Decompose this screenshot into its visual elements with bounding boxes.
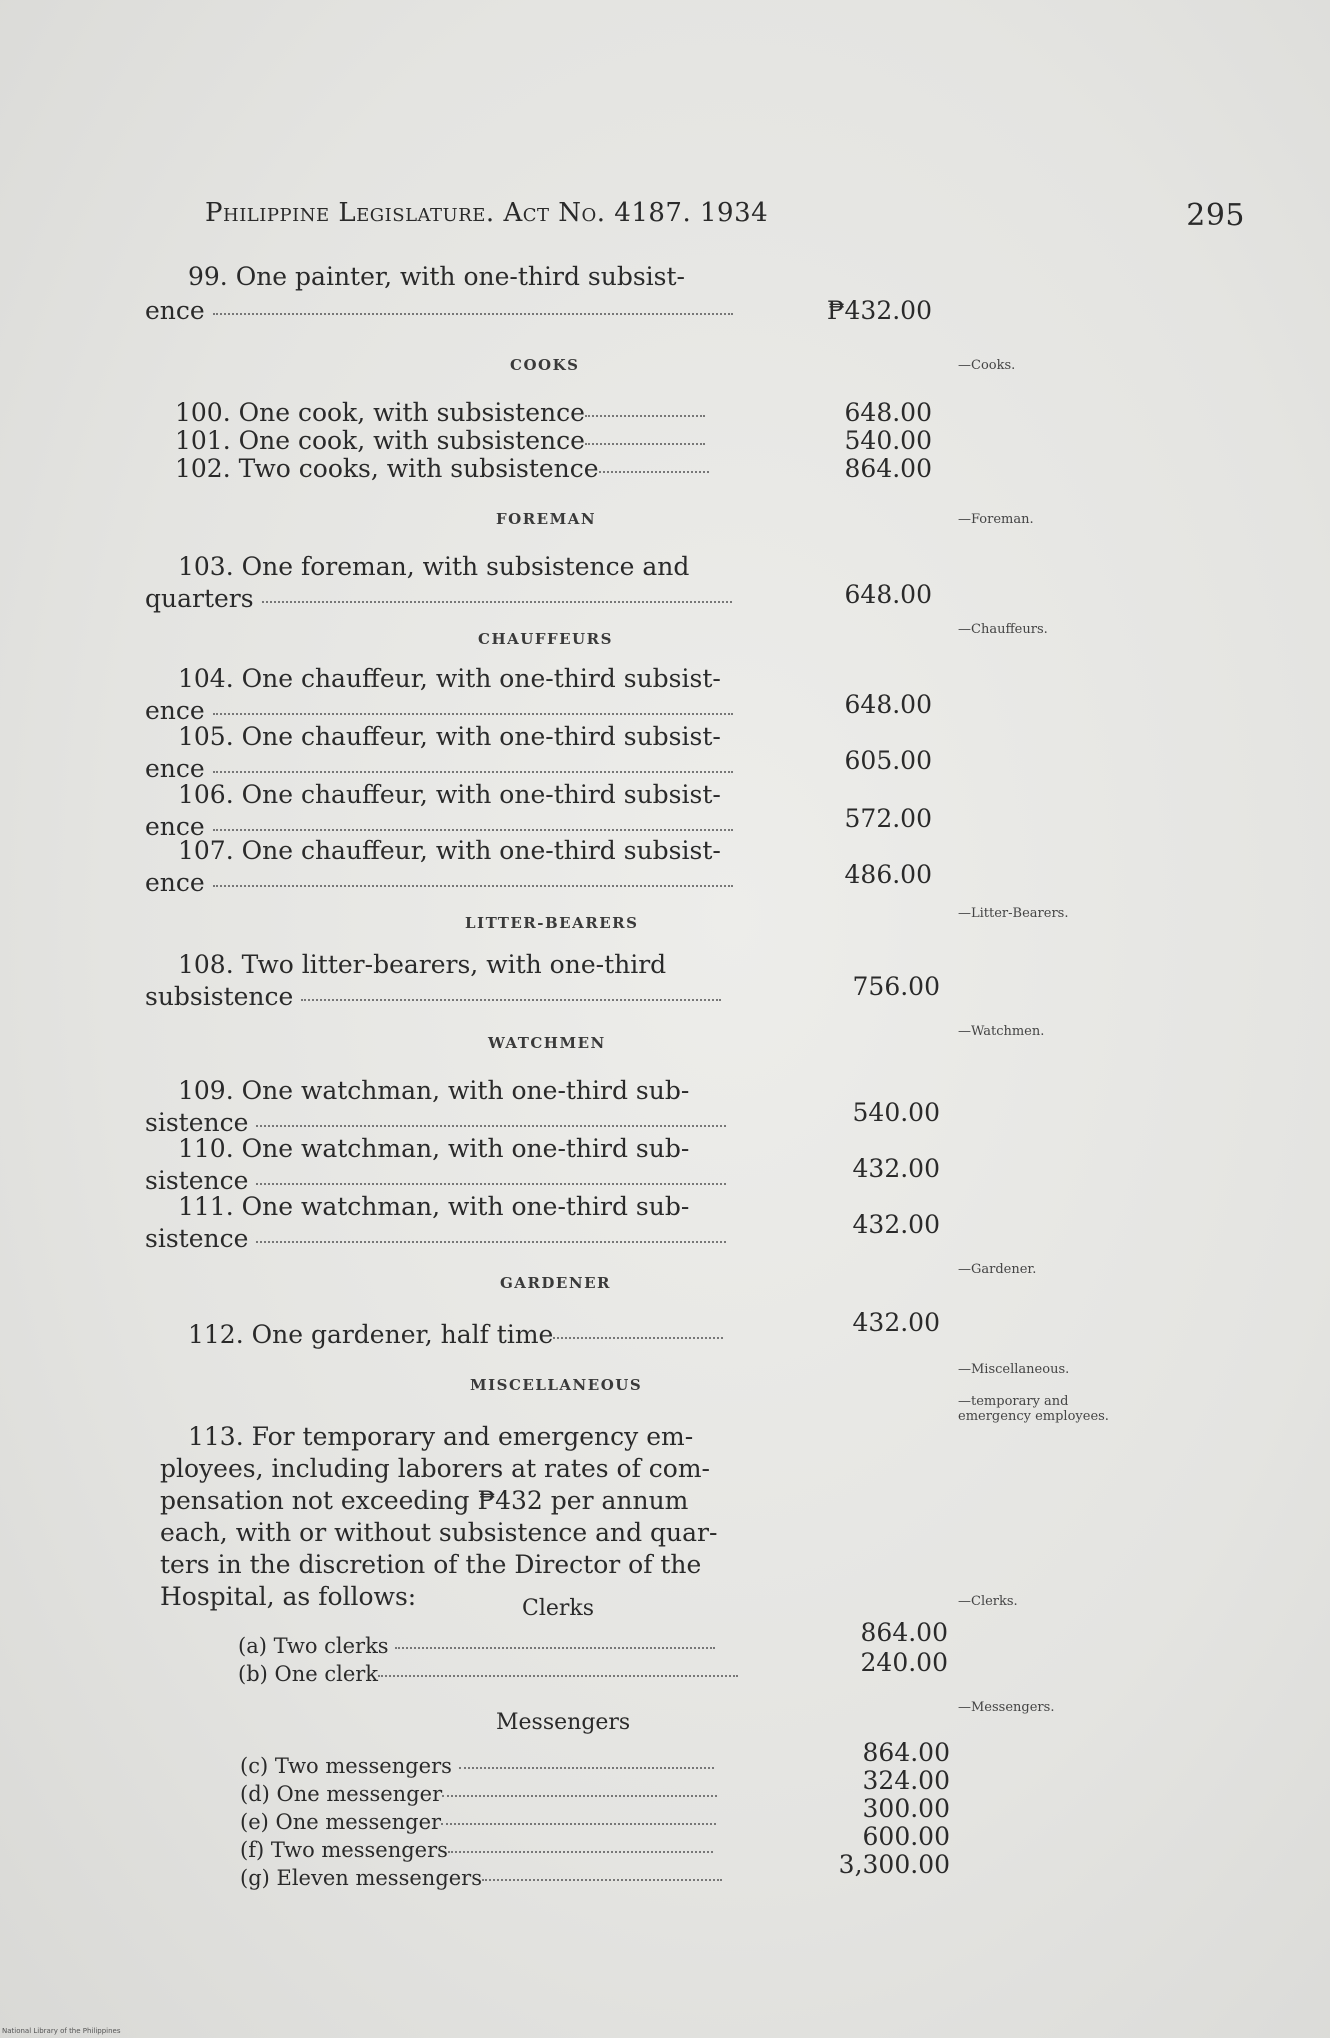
subheading-messengers: Messengers <box>496 1710 631 1735</box>
item-107-amount: 486.00 <box>844 860 932 889</box>
clerks-b-amount: 240.00 <box>860 1648 948 1677</box>
item-99-line2: ence <box>145 296 733 325</box>
item-113-line5: ters in the discretion of the Director of the <box>160 1550 702 1579</box>
item-109-amount: 540.00 <box>852 1098 940 1127</box>
leader-dots <box>213 313 733 315</box>
margin-note-litter-bearers: —Litter-Bearers. <box>958 906 1069 921</box>
item-105-line1: 105. One chauffeur, with one-third subsist- <box>178 722 721 751</box>
messengers-f-amount: 600.00 <box>862 1822 950 1851</box>
item-102: 102. Two cooks, with subsistence <box>175 454 709 483</box>
item-103-line2: quarters <box>145 584 732 613</box>
subheading-clerks: Clerks <box>522 1596 595 1621</box>
item-110-line1: 110. One watchman, with one-third sub- <box>178 1134 690 1163</box>
item-109-line1: 109. One watchman, with one-third sub- <box>178 1076 690 1105</box>
item-110-line2: sistence <box>145 1166 726 1195</box>
item-106-line2: ence <box>145 812 733 841</box>
item-100-amount: 648.00 <box>844 398 932 427</box>
heading-cooks: COOKS <box>510 356 580 374</box>
messengers-f: (f) Two messengers <box>240 1838 713 1862</box>
clerks-b: (b) One clerk <box>238 1662 738 1686</box>
scan-footer: National Library of the Philippines <box>2 2027 121 2035</box>
heading-gardener: GARDENER <box>500 1274 611 1292</box>
messengers-c: (c) Two messengers <box>240 1754 714 1778</box>
item-101: 101. One cook, with subsistence <box>175 426 705 455</box>
item-108-line2: subsistence <box>145 982 721 1011</box>
item-111-amount: 432.00 <box>852 1210 940 1239</box>
item-99-line1: 99. One painter, with one-third subsist- <box>188 262 685 291</box>
margin-note-miscellaneous: —Miscellaneous. <box>958 1362 1070 1377</box>
item-104-line1: 104. One chauffeur, with one-third subsist- <box>178 664 721 693</box>
messengers-e-amount: 300.00 <box>862 1794 950 1823</box>
margin-note-foreman: —Foreman. <box>958 512 1034 527</box>
item-111-line1: 111. One watchman, with one-third sub- <box>178 1192 690 1221</box>
heading-chauffeurs: CHAUFFEURS <box>478 630 613 648</box>
item-111-line2: sistence <box>145 1224 726 1253</box>
item-99-amount: ₱432.00 <box>826 296 932 325</box>
running-title: Philippine Legislature. Act No. 4187. 1934 <box>205 198 769 228</box>
item-106-amount: 572.00 <box>844 804 932 833</box>
item-109-line2: sistence <box>145 1108 726 1137</box>
item-107-line1: 107. One chauffeur, with one-third subsist- <box>178 836 721 865</box>
item-113-line6: Hospital, as follows: <box>160 1582 417 1611</box>
item-112: 112. One gardener, half time <box>188 1320 723 1349</box>
messengers-d-amount: 324.00 <box>862 1766 950 1795</box>
messengers-d: (d) One messenger <box>240 1782 717 1806</box>
messengers-c-amount: 864.00 <box>862 1738 950 1767</box>
margin-note-watchmen: —Watchmen. <box>958 1024 1045 1039</box>
page-number: 295 <box>1186 198 1245 233</box>
messengers-e: (e) One messenger <box>240 1810 716 1834</box>
heading-miscellaneous: MISCELLANEOUS <box>470 1376 643 1394</box>
messengers-g-amount: 3,300.00 <box>838 1850 950 1879</box>
messengers-g: (g) Eleven messengers <box>240 1866 722 1890</box>
item-104-line2: ence <box>145 696 733 725</box>
item-105-amount: 605.00 <box>844 746 932 775</box>
margin-note-messengers: —Messengers. <box>958 1700 1055 1715</box>
item-105-line2: ence <box>145 754 733 783</box>
item-113-line2: ployees, including laborers at rates of com- <box>160 1454 710 1483</box>
heading-litter-bearers: LITTER-BEARERS <box>465 914 639 932</box>
item-103-amount: 648.00 <box>844 580 932 609</box>
clerks-a: (a) Two clerks <box>238 1634 715 1658</box>
page-header <box>205 198 1245 238</box>
item-100: 100. One cook, with subsistence <box>175 398 705 427</box>
item-113-line4: each, with or without subsistence and quar- <box>160 1518 718 1547</box>
item-104-amount: 648.00 <box>844 690 932 719</box>
item-110-amount: 432.00 <box>852 1154 940 1183</box>
margin-note-temporary: —temporary and emergency employees. <box>958 1394 1109 1424</box>
item-113-line1: 113. For temporary and emergency em- <box>188 1422 694 1451</box>
item-102-amount: 864.00 <box>844 454 932 483</box>
margin-note-gardener: —Gardener. <box>958 1262 1037 1277</box>
item-113-line3: pensation not exceeding ₱432 per annum <box>160 1486 689 1515</box>
item-112-amount: 432.00 <box>852 1308 940 1337</box>
margin-note-chauffeurs: —Chauffeurs. <box>958 622 1048 637</box>
item-107-line2: ence <box>145 868 733 897</box>
item-101-amount: 540.00 <box>844 426 932 455</box>
clerks-a-amount: 864.00 <box>860 1618 948 1647</box>
item-108-amount: 756.00 <box>852 972 940 1001</box>
item-103-line1: 103. One foreman, with subsistence and <box>178 552 690 581</box>
item-108-line1: 108. Two litter-bearers, with one-third <box>178 950 667 979</box>
item-106-line1: 106. One chauffeur, with one-third subsist- <box>178 780 721 809</box>
heading-foreman: FOREMAN <box>496 510 597 528</box>
heading-watchmen: WATCHMEN <box>488 1034 606 1052</box>
margin-note-cooks: —Cooks. <box>958 358 1016 373</box>
margin-note-clerks: —Clerks. <box>958 1594 1018 1609</box>
